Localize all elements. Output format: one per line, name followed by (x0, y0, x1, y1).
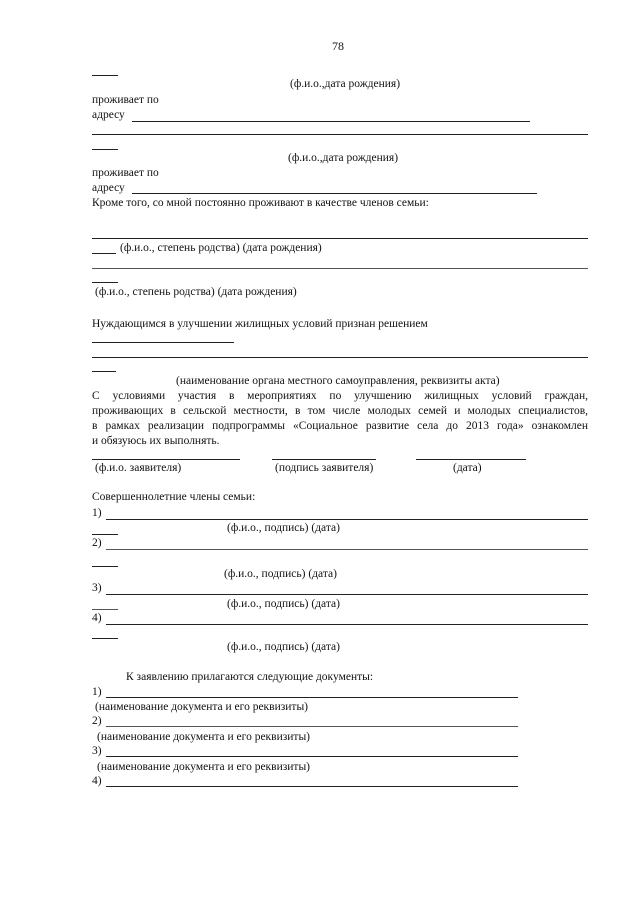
applicant-fio-line[interactable] (92, 459, 240, 460)
doc-number: 2) (92, 715, 102, 727)
short-line (92, 149, 118, 150)
member-sign-caption: (ф.и.о., подпись) (дата) (227, 598, 340, 610)
applicant-sign-caption: (подпись заявителя) (275, 462, 374, 474)
page-number: 78 (332, 39, 344, 53)
decision-line[interactable] (92, 342, 234, 343)
date-caption: (дата) (453, 462, 482, 474)
doc-line[interactable] (106, 786, 518, 787)
short-line (92, 638, 118, 639)
member-number: 4) (92, 612, 102, 624)
kinship-caption: (ф.и.о., степень родства) (дата рождения) (95, 286, 297, 298)
doc-caption: (наименование документа и его реквизиты) (97, 731, 310, 743)
doc-caption: (наименование документа и его реквизиты) (95, 701, 308, 713)
address-line[interactable] (132, 193, 537, 194)
attached-docs-title: К заявлению прилагаются следующие документы: (126, 671, 374, 683)
fio-birth-caption: (ф.и.о.,дата рождения) (288, 152, 399, 164)
member-number: 3) (92, 582, 102, 594)
consent-paragraph (92, 389, 588, 449)
lives-at-label: проживает по (92, 94, 159, 106)
applicant-sign-line[interactable] (272, 459, 376, 460)
family-members-text: Кроме того, со мной постоянно проживают в качестве членов семьи: (92, 197, 429, 209)
short-line (92, 282, 118, 283)
consent-line: в рамках реализации подпрограммы «Социальное развитие села до 2013 года» ознакомлен (92, 420, 588, 432)
consent-line: проживающих в сельской местности, в том числе молодых семей и молодых специалистов, (92, 405, 588, 417)
lives-at-label: проживает по (92, 167, 159, 179)
member-number: 1) (92, 507, 102, 519)
authority-caption: (наименование органа местного самоуправления, реквизиты акта) (176, 375, 500, 387)
member-line[interactable] (106, 549, 588, 550)
short-line (92, 609, 118, 610)
short-line (92, 566, 118, 567)
member-sign-caption: (ф.и.о., подпись) (дата) (227, 522, 340, 534)
doc-line[interactable] (106, 726, 518, 727)
consent-line: и обязуюсь их выполнять. (92, 435, 220, 447)
decision-line-2[interactable] (92, 357, 588, 358)
short-line (92, 371, 116, 372)
doc-caption: (наименование документа и его реквизиты) (97, 761, 310, 773)
member-line[interactable] (106, 519, 588, 520)
doc-number: 3) (92, 745, 102, 757)
applicant-fio-caption: (ф.и.о. заявителя) (95, 462, 182, 474)
consent-line: С условиями участия в мероприятиях по улучшению жилищных условий граждан, (92, 390, 588, 402)
short-line (92, 75, 118, 76)
member-number: 2) (92, 537, 102, 549)
fio-birth-caption: (ф.и.о.,дата рождения) (290, 78, 401, 90)
doc-number: 4) (92, 775, 102, 787)
member-line[interactable] (106, 624, 588, 625)
short-line (92, 534, 118, 535)
doc-line[interactable] (106, 756, 518, 757)
short-line (92, 253, 116, 254)
doc-line[interactable] (106, 697, 518, 698)
address-label: адресу (92, 182, 125, 194)
adult-members-title: Совершеннолетние члены семьи: (92, 491, 256, 503)
member-line[interactable] (106, 594, 588, 595)
kinship-caption: (ф.и.о., степень родства) (дата рождения) (120, 242, 322, 254)
doc-number: 1) (92, 686, 102, 698)
address-line[interactable] (132, 121, 530, 122)
date-line[interactable] (416, 459, 526, 460)
needy-text: Нуждающимся в улучшении жилищных условий признан решением (92, 318, 428, 330)
member-sign-caption: (ф.и.о., подпись) (дата) (227, 641, 340, 653)
address-label: адресу (92, 109, 125, 121)
family-line[interactable] (92, 238, 588, 239)
member-sign-caption: (ф.и.о., подпись) (дата) (224, 568, 337, 580)
family-line[interactable] (92, 268, 588, 269)
address-line-2[interactable] (92, 134, 588, 135)
